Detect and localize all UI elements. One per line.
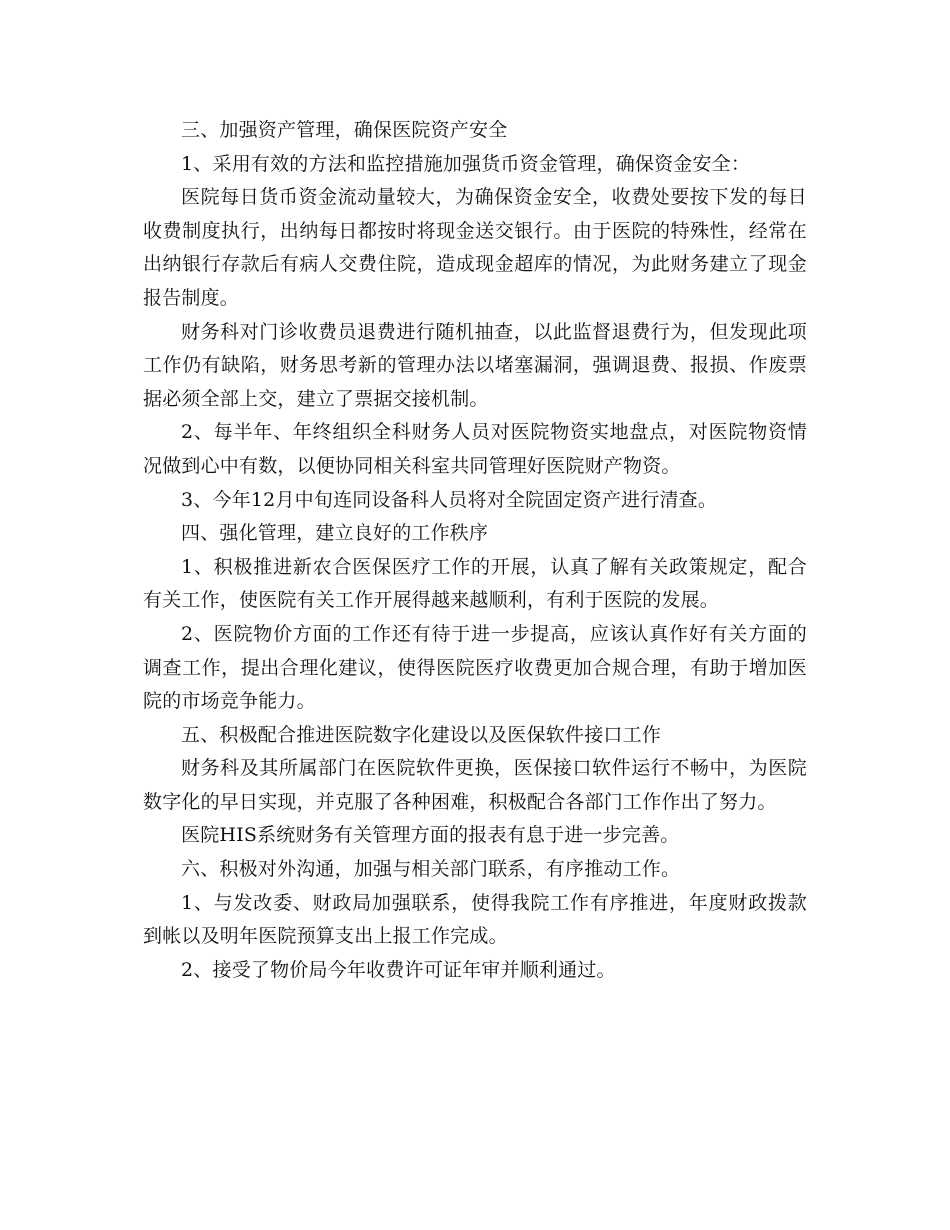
paragraph-3-1: 1、采用有效的方法和监控措施加强货币资金管理，确保资金安全： [181,152,751,175]
section-heading-3: 三、加强资产管理，确保医院资产安全 [181,119,508,141]
paragraph-6-2: 2、接受了物价局今年收费许可证年审并顺利通过。 [181,958,616,981]
paragraph-4-2: 2、医院物价方面的工作还有待于进一步提高，应该认真作好有关方面的调查工作，提出合理化建议，使得医院医疗收费更加合规合理，有助于增加医院的市场竞争能力。 [143,622,807,713]
paragraph-4-1: 1、积极推进新农合医保医疗工作的开展，认真了解有关政策规定，配合有关工作，使医院有关工作开展得越来越顺利，有利于医院的发展。 [143,555,807,612]
paragraph-refund-check: 财务科对门诊收费员退费进行随机抽查，以此监督退费行为，但发现此项工作仍有缺陷，财务思考新的管理办法以堵塞漏洞，强调退费、报损、作废票据必须全部上交，建立了票据交接机制。 [143,320,807,410]
paragraph-his: 医院HIS系统财务有关管理方面的报表有息于进一步完善。 [181,824,680,847]
document-page [143,114,807,987]
section-heading-5: 五、积极配合推进医院数字化建设以及医保软件接口工作 [181,723,662,746]
paragraph-cash-flow: 医院每日货币资金流动量较大，为确保资金安全，收费处要按下发的每日收费制度执行，出纳每日都按时将现金送交银行。由于医院的特殊性，经常在出纳银行存款后有病人交费住院，造成现金超库的情况，为此财务建立了现金报告制度。 [143,186,807,309]
section-heading-4: 四、强化管理，建立良好的工作秩序 [181,522,489,545]
paragraph-3-3: 3、今年12月中旬连同设备科人员将对全院固定资产进行清查。 [181,488,718,511]
paragraph-6-1: 1、与发改委、财政局加强联系，使得我院工作有序推进，年度财政拨款到帐以及明年医院预算支出上报工作完成。 [143,891,807,948]
paragraph-3-2: 2、每半年、年终组织全科财务人员对医院物资实地盘点，对医院物资情况做到心中有数，以便协同相关科室共同管理好医院财产物资。 [143,421,807,477]
paragraph-software: 财务科及其所属部门在医院软件更换，医保接口软件运行不畅中，为医院数字化的早日实现，并克服了各种困难，积极配合各部门工作作出了努力。 [143,757,807,813]
section-heading-6: 六、积极对外沟通，加强与相关部门联系，有序推动工作。 [181,858,681,881]
